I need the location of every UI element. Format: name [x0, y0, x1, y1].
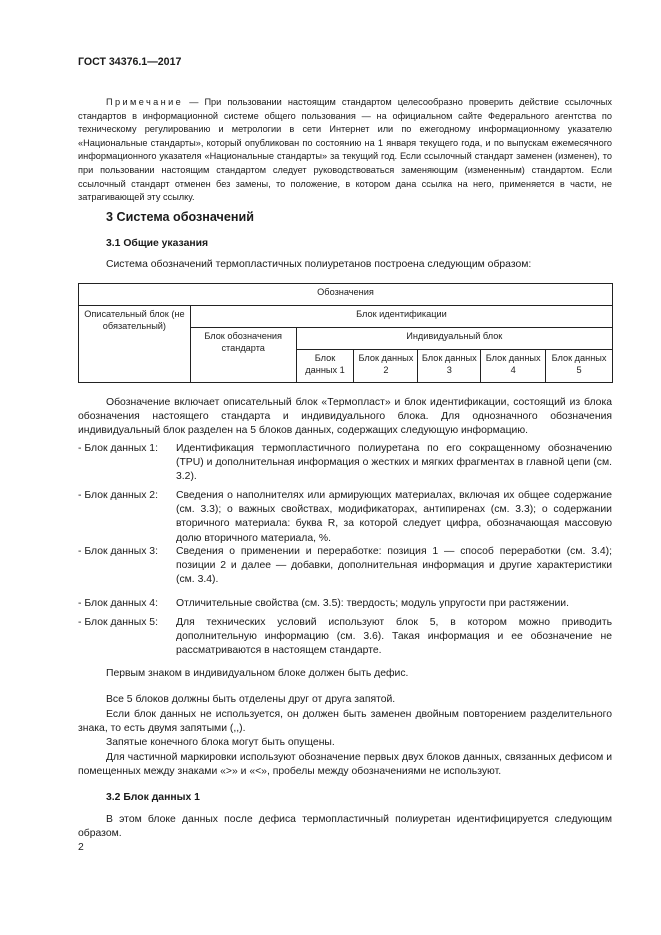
- cell-data-block-2: Блок данных 2: [354, 350, 418, 383]
- list-key: - Блок данных 1:: [78, 443, 158, 454]
- note: [78, 96, 612, 205]
- list-key: - Блок данных 4:: [78, 598, 158, 609]
- list-key: - Блок данных 5:: [78, 617, 158, 628]
- section-3-1-heading: 3.1 Общие указания: [106, 238, 209, 249]
- designation-table: [78, 283, 613, 383]
- intro-text: Система обозначений термопластичных полиуретанов построена следующим образом:: [106, 259, 532, 270]
- page-number: 2: [78, 842, 84, 853]
- cell-data-block-3: Блок данных 3: [418, 350, 481, 383]
- list-value: Сведения о применении и переработке: позиция 1 — способ переработки (см. 3.4); позиции 2 и далее — добавки, дополнительная информация и другие характеристики (см. 3.4).: [176, 546, 612, 586]
- list-key: - Блок данных 2:: [78, 490, 158, 501]
- paragraph: Запятые конечного блока могут быть опущены.: [106, 737, 335, 748]
- paragraph: Для частичной маркировки используют обозначение первых двух блоков данных, связанных дефисом и помещенных между знаками «>» и «<», пробелы между обозначениями не используют.: [78, 752, 612, 778]
- list-item: [78, 442, 612, 485]
- list-item: [78, 545, 612, 588]
- cell-data-block-5: Блок данных 5: [546, 350, 613, 383]
- list-value: Идентификация термопластичного полиуретана по его сокращенному обозначению (TPU) и дополнительная информация о жестких и мягких фрагментах в главной цепи (см. 3.2).: [176, 443, 612, 483]
- paragraph: Первым знаком в индивидуальном блоке должен быть дефис.: [106, 668, 409, 679]
- cell-descriptive: Описательный блок (не обязательный): [79, 306, 191, 383]
- cell-standard-block: Блок обозначения стандарта: [190, 328, 296, 383]
- paragraph: Все 5 блоков должны быть отделены друг от друга запятой.: [106, 694, 396, 705]
- paragraph: Если блок данных не используется, он должен быть заменен двойным повторением разделительного знака, то есть двумя запятыми (,,).: [78, 709, 612, 735]
- paragraph: Обозначение включает описательный блок «Термопласт» и блок идентификации, состоящий из блока обозначения настоящего стандарта и индивидуального блока. Для однозначного обозначения индивидуальный блок разделен на 5 блоков данных, содержащих следующую информацию.: [78, 397, 612, 437]
- list-value: Сведения о наполнителях или армирующих материалах, включая их общее содержание (см. 3.3); о важных свойствах, модификаторах, антипиренах (см. 3.3); о содержании вторичного материала: буква R, за которой следует цифра, обозначающая массовую долю вторичного материала, %.: [176, 490, 612, 544]
- section-3-heading: 3 Система обозначений: [106, 210, 254, 224]
- list-item: [78, 616, 612, 659]
- cell-data-block-1: Блок данных 1: [296, 350, 354, 383]
- note-text: — При пользовании настоящим стандартом целесообразно проверить действие ссылочных стандартов в информационной системе общего пользования — на официальном сайте Федерального агентства по техническому регулированию и метрологии в сети Интернет или по ежегодному информационному указателю «Национальные стандарты», который опубликован по состоянию на 1 января текущего года, и по выпускам ежемесячного информационного указателя «Национальные стандарты» за текущий год. Если ссылочный стандарт заменен (изменен), то при пользовании настоящим стандартом следует руководствоваться заменяющим (измененным) стандартом. Если ссылочный стандарт отменен без замены, то положение, в котором дана ссылка на него, применяется в части, не затрагивающей эту ссылку.: [78, 97, 612, 203]
- note-label: Примечание: [106, 97, 184, 107]
- cell-designations: Обозначения: [79, 284, 613, 306]
- list-value: Отличительные свойства (см. 3.5): твердость; модуль упругости при растяжении.: [176, 598, 569, 609]
- cell-data-block-4: Блок данных 4: [481, 350, 546, 383]
- cell-individual: Индивидуальный блок: [296, 328, 612, 350]
- document-header: ГОСТ 34376.1—2017: [78, 56, 182, 68]
- list-value: Для технических условий используют блок 5, в котором можно приводить дополнительную информацию (см. 3.6). Такая информация и ее обозначение не рассматриваются в настоящем стандарте.: [176, 617, 612, 657]
- section-3-2-heading: 3.2 Блок данных 1: [106, 792, 200, 803]
- paragraph: В этом блоке данных после дефиса термопластичный полиуретан идентифицируется следующим образом.: [78, 814, 612, 840]
- list-item: [78, 597, 612, 611]
- list-key: - Блок данных 3:: [78, 546, 158, 557]
- cell-identification: Блок идентификации: [190, 306, 612, 328]
- list-item: [78, 489, 612, 546]
